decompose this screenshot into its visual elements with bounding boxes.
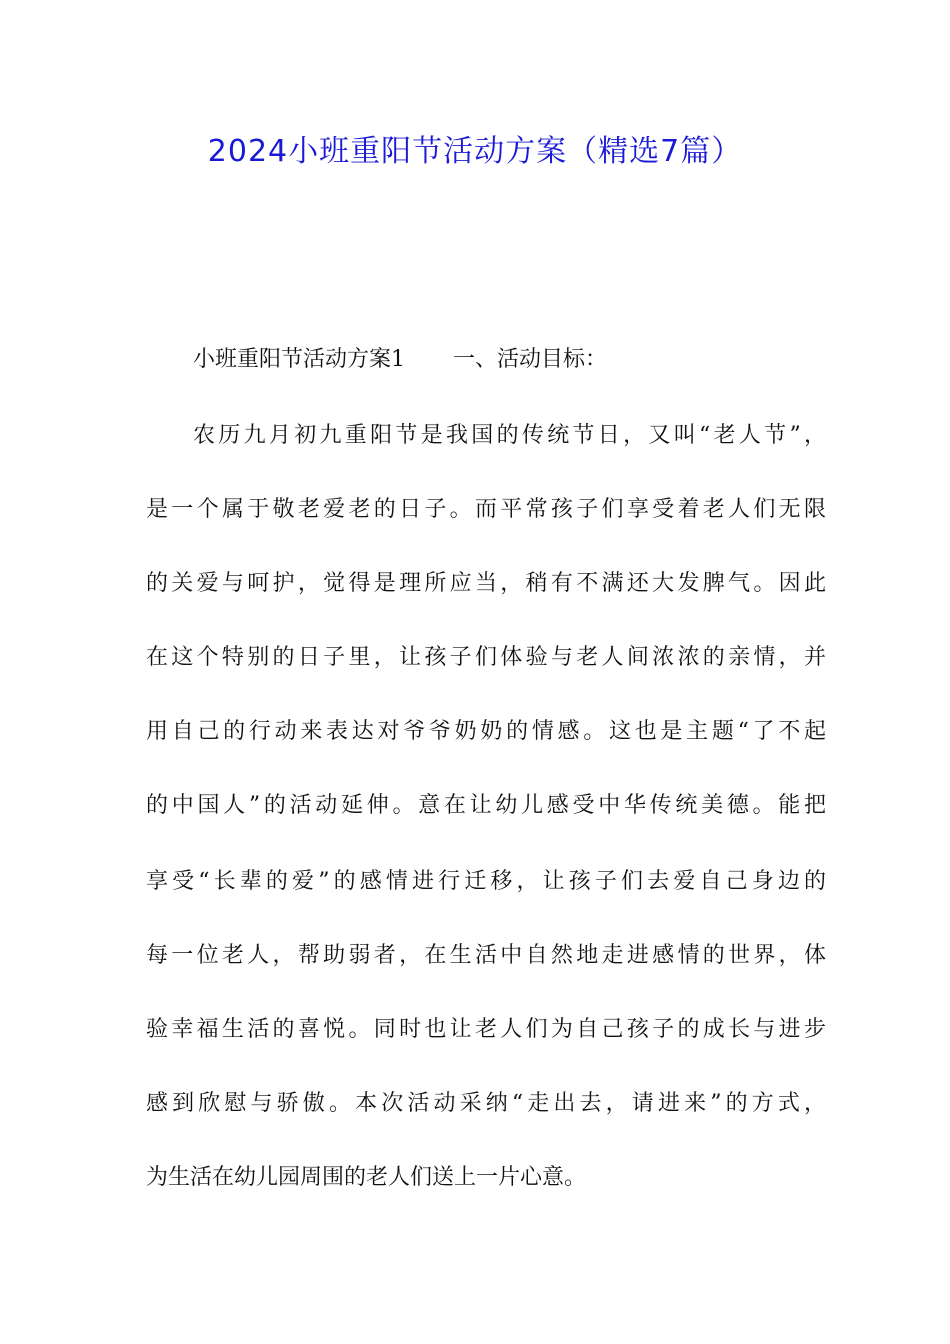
paragraph-line: 验幸福生活的喜悦。同时也让老人们为自己孩子的成长与进步 — [146, 1017, 826, 1042]
plan-name: 小班重阳节活动方案1 — [193, 347, 405, 372]
paragraph-line: 在这个特别的日子里，让孩子们体验与老人间浓浓的亲情，并 — [146, 645, 826, 670]
paragraph-line: 农历九月初九重阳节是我国的传统节日，又叫“老人节”， — [193, 423, 826, 448]
document-title: 2024小班重阳节活动方案（精选7篇） — [207, 134, 743, 169]
paragraph-line: 为生活在幼儿园周围的老人们送上一片心意。 — [146, 1165, 587, 1190]
paragraph-line: 的中国人”的活动延伸。意在让幼儿感受中华传统美德。能把 — [146, 793, 826, 818]
paragraph-line: 是一个属于敬老爱老的日子。而平常孩子们享受着老人们无限 — [146, 497, 826, 522]
paragraph — [146, 0, 826, 1344]
paragraph-line: 用自己的行动来表达对爷爷奶奶的情感。这也是主题“了不起 — [146, 719, 826, 744]
paragraph-line: 每一位老人，帮助弱者，在生活中自然地走进感情的世界，体 — [146, 943, 826, 968]
part-label: 一、活动目标： — [453, 347, 608, 372]
paragraph-line: 的关爱与呵护，觉得是理所应当，稍有不满还大发脾气。因此 — [146, 571, 826, 596]
paragraph-line: 感到欣慰与骄傲。本次活动采纳“走出去，请进来”的方式， — [146, 1091, 826, 1116]
paragraph-line: 享受“长辈的爱”的感情进行迁移，让孩子们去爱自己身边的 — [146, 869, 826, 894]
